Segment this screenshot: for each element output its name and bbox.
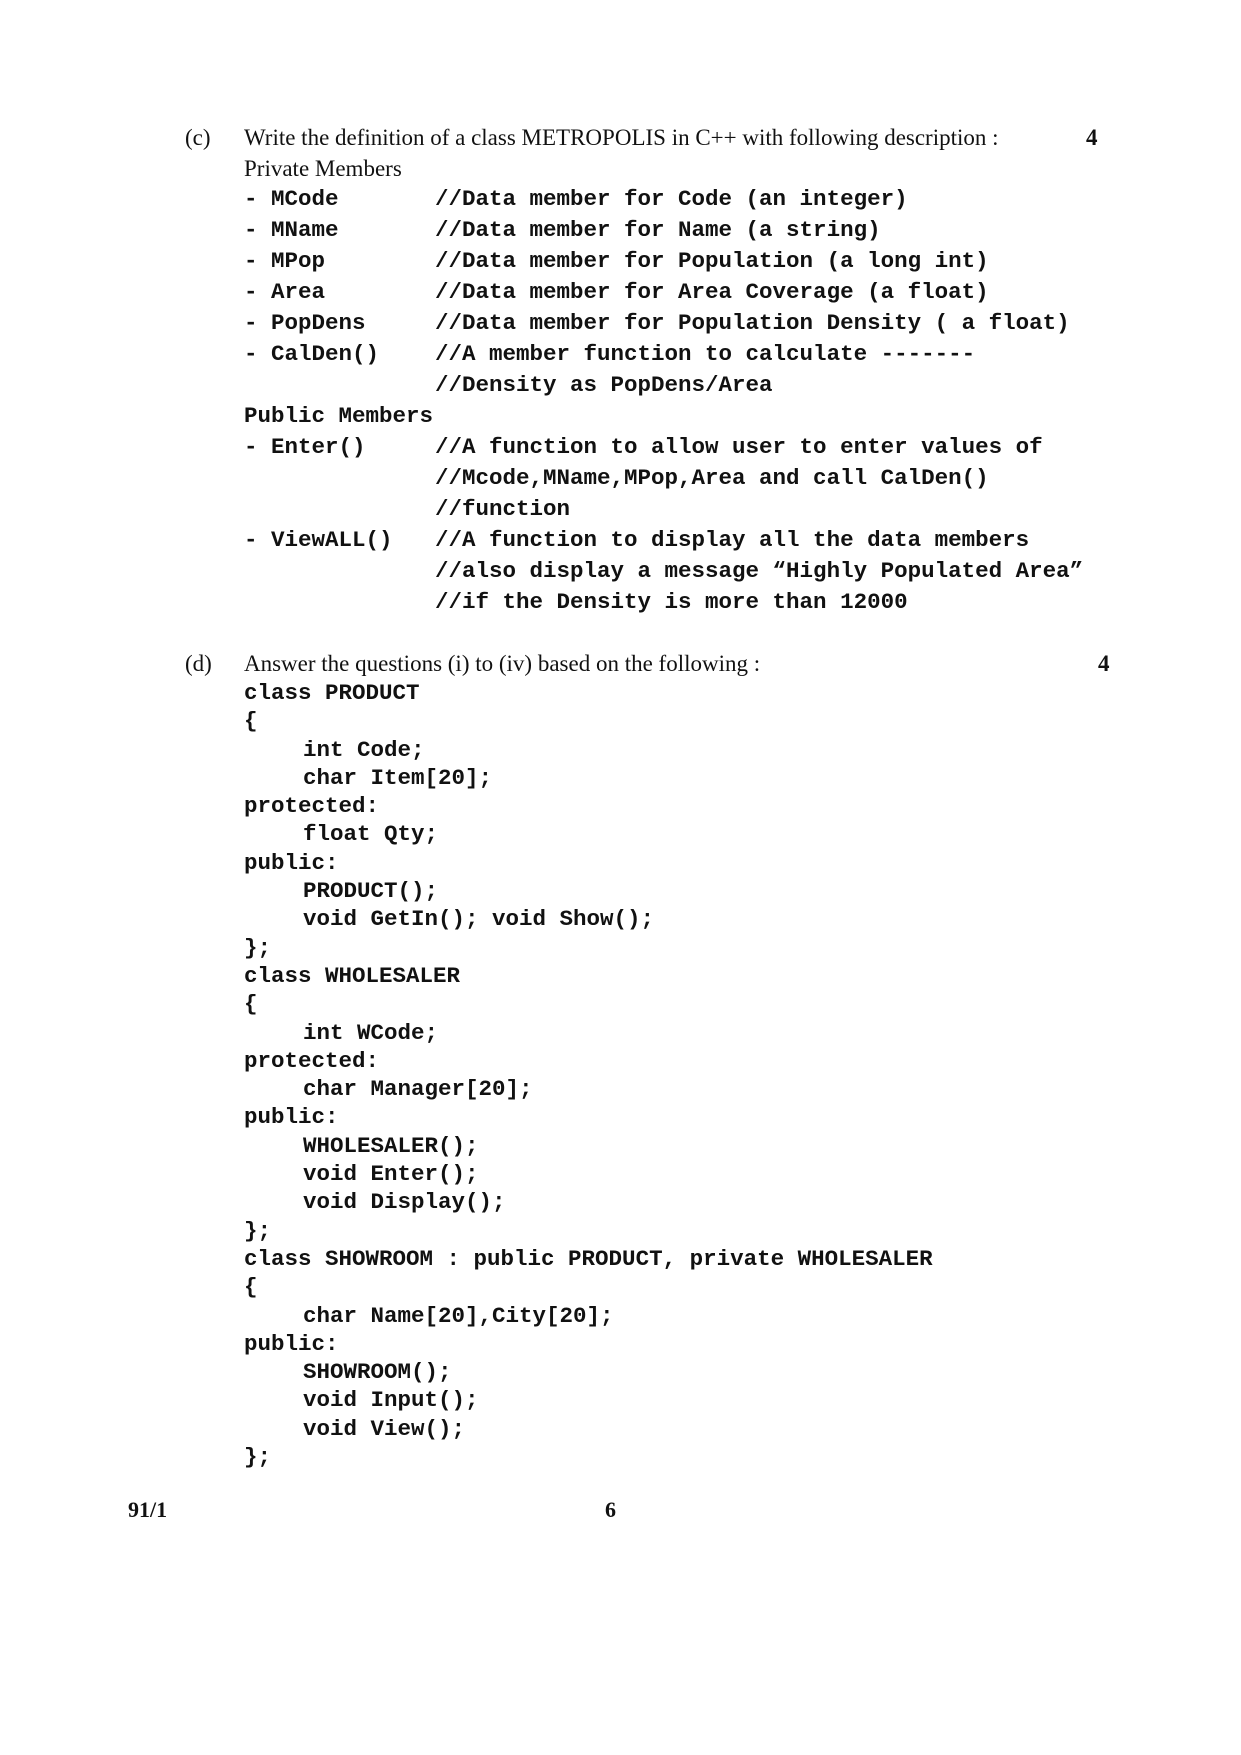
code-line: protected: (244, 1047, 380, 1074)
question-d-marks: 4 (1098, 651, 1110, 676)
member-comment: //Density as PopDens/Area (435, 372, 773, 398)
member-comment: //Data member for Population Density ( a float) (435, 310, 1070, 336)
code-line: void Input(); (303, 1387, 479, 1414)
code-line: { (244, 1274, 258, 1301)
code-line: WHOLESALER(); (303, 1132, 479, 1159)
code-line: }; (244, 1217, 272, 1244)
code-line: public: (244, 1330, 339, 1357)
member-name: - PopDens (244, 310, 366, 336)
code-block (244, 679, 933, 1471)
code-line: { (244, 991, 258, 1018)
code-line: }; (244, 934, 272, 961)
member-name: - ViewALL() (244, 527, 393, 553)
question-c-text: Write the definition of a class METROPOLIS in C++ with following description : (244, 125, 999, 150)
code-line: void GetIn(); void Show(); (303, 906, 655, 933)
code-line: protected: (244, 793, 380, 820)
question-d-label: (d) (185, 651, 212, 676)
member-name: - MName (244, 217, 339, 243)
question-c-marks: 4 (1086, 125, 1098, 150)
member-comment: //A member function to calculate ------- (435, 341, 976, 367)
member-name: - MPop (244, 248, 326, 274)
code-line: class WHOLESALER (244, 962, 461, 989)
member-name: - CalDen() (244, 341, 380, 367)
question-c-label: (c) (185, 125, 211, 150)
member-comment: //if the Density is more than 12000 (435, 589, 908, 615)
code-line: float Qty; (303, 821, 439, 848)
member-comment: //Data member for Code (an integer) (435, 186, 908, 212)
code-line: public: (244, 849, 339, 876)
member-comment: //A function to display all the data members (435, 527, 1030, 553)
private-members-heading: Private Members (244, 156, 402, 181)
member-comment: //Mcode,MName,MPop,Area and call CalDen() (435, 465, 989, 491)
member-name: - Enter() (244, 434, 366, 460)
code-line: void Display(); (303, 1189, 506, 1216)
code-line: char Item[20]; (303, 764, 493, 791)
code-line: int WCode; (303, 1019, 439, 1046)
paper-code: 91/1 (128, 1497, 168, 1522)
member-name: - MCode (244, 186, 339, 212)
code-line: void Enter(); (303, 1161, 479, 1188)
member-comment: //Data member for Name (a string) (435, 217, 881, 243)
member-comment: //Data member for Area Coverage (a float) (435, 279, 989, 305)
code-line: void View(); (303, 1415, 466, 1442)
question-d-text: Answer the questions (i) to (iv) based on the following : (244, 651, 761, 676)
code-line: { (244, 708, 258, 735)
code-line: public: (244, 1104, 339, 1131)
member-name: - Area (244, 279, 326, 305)
code-line: char Manager[20]; (303, 1076, 533, 1103)
code-line: class PRODUCT (244, 680, 420, 706)
member-comment: //Data member for Population (a long int) (435, 248, 989, 274)
code-line: PRODUCT(); (303, 878, 439, 905)
code-line: SHOWROOM(); (303, 1359, 452, 1386)
member-comment: //function (435, 496, 571, 522)
member-comment: //also display a message “Highly Populated Area” (435, 558, 1084, 584)
code-line: char Name[20],City[20]; (303, 1302, 614, 1329)
code-line: }; (244, 1444, 272, 1471)
code-line: class SHOWROOM : public PRODUCT, private WHOLESALER (244, 1245, 933, 1272)
code-line: int Code; (303, 736, 425, 763)
page-number: 6 (605, 1497, 616, 1522)
member-comment: //A function to allow user to enter values of (435, 434, 1043, 460)
